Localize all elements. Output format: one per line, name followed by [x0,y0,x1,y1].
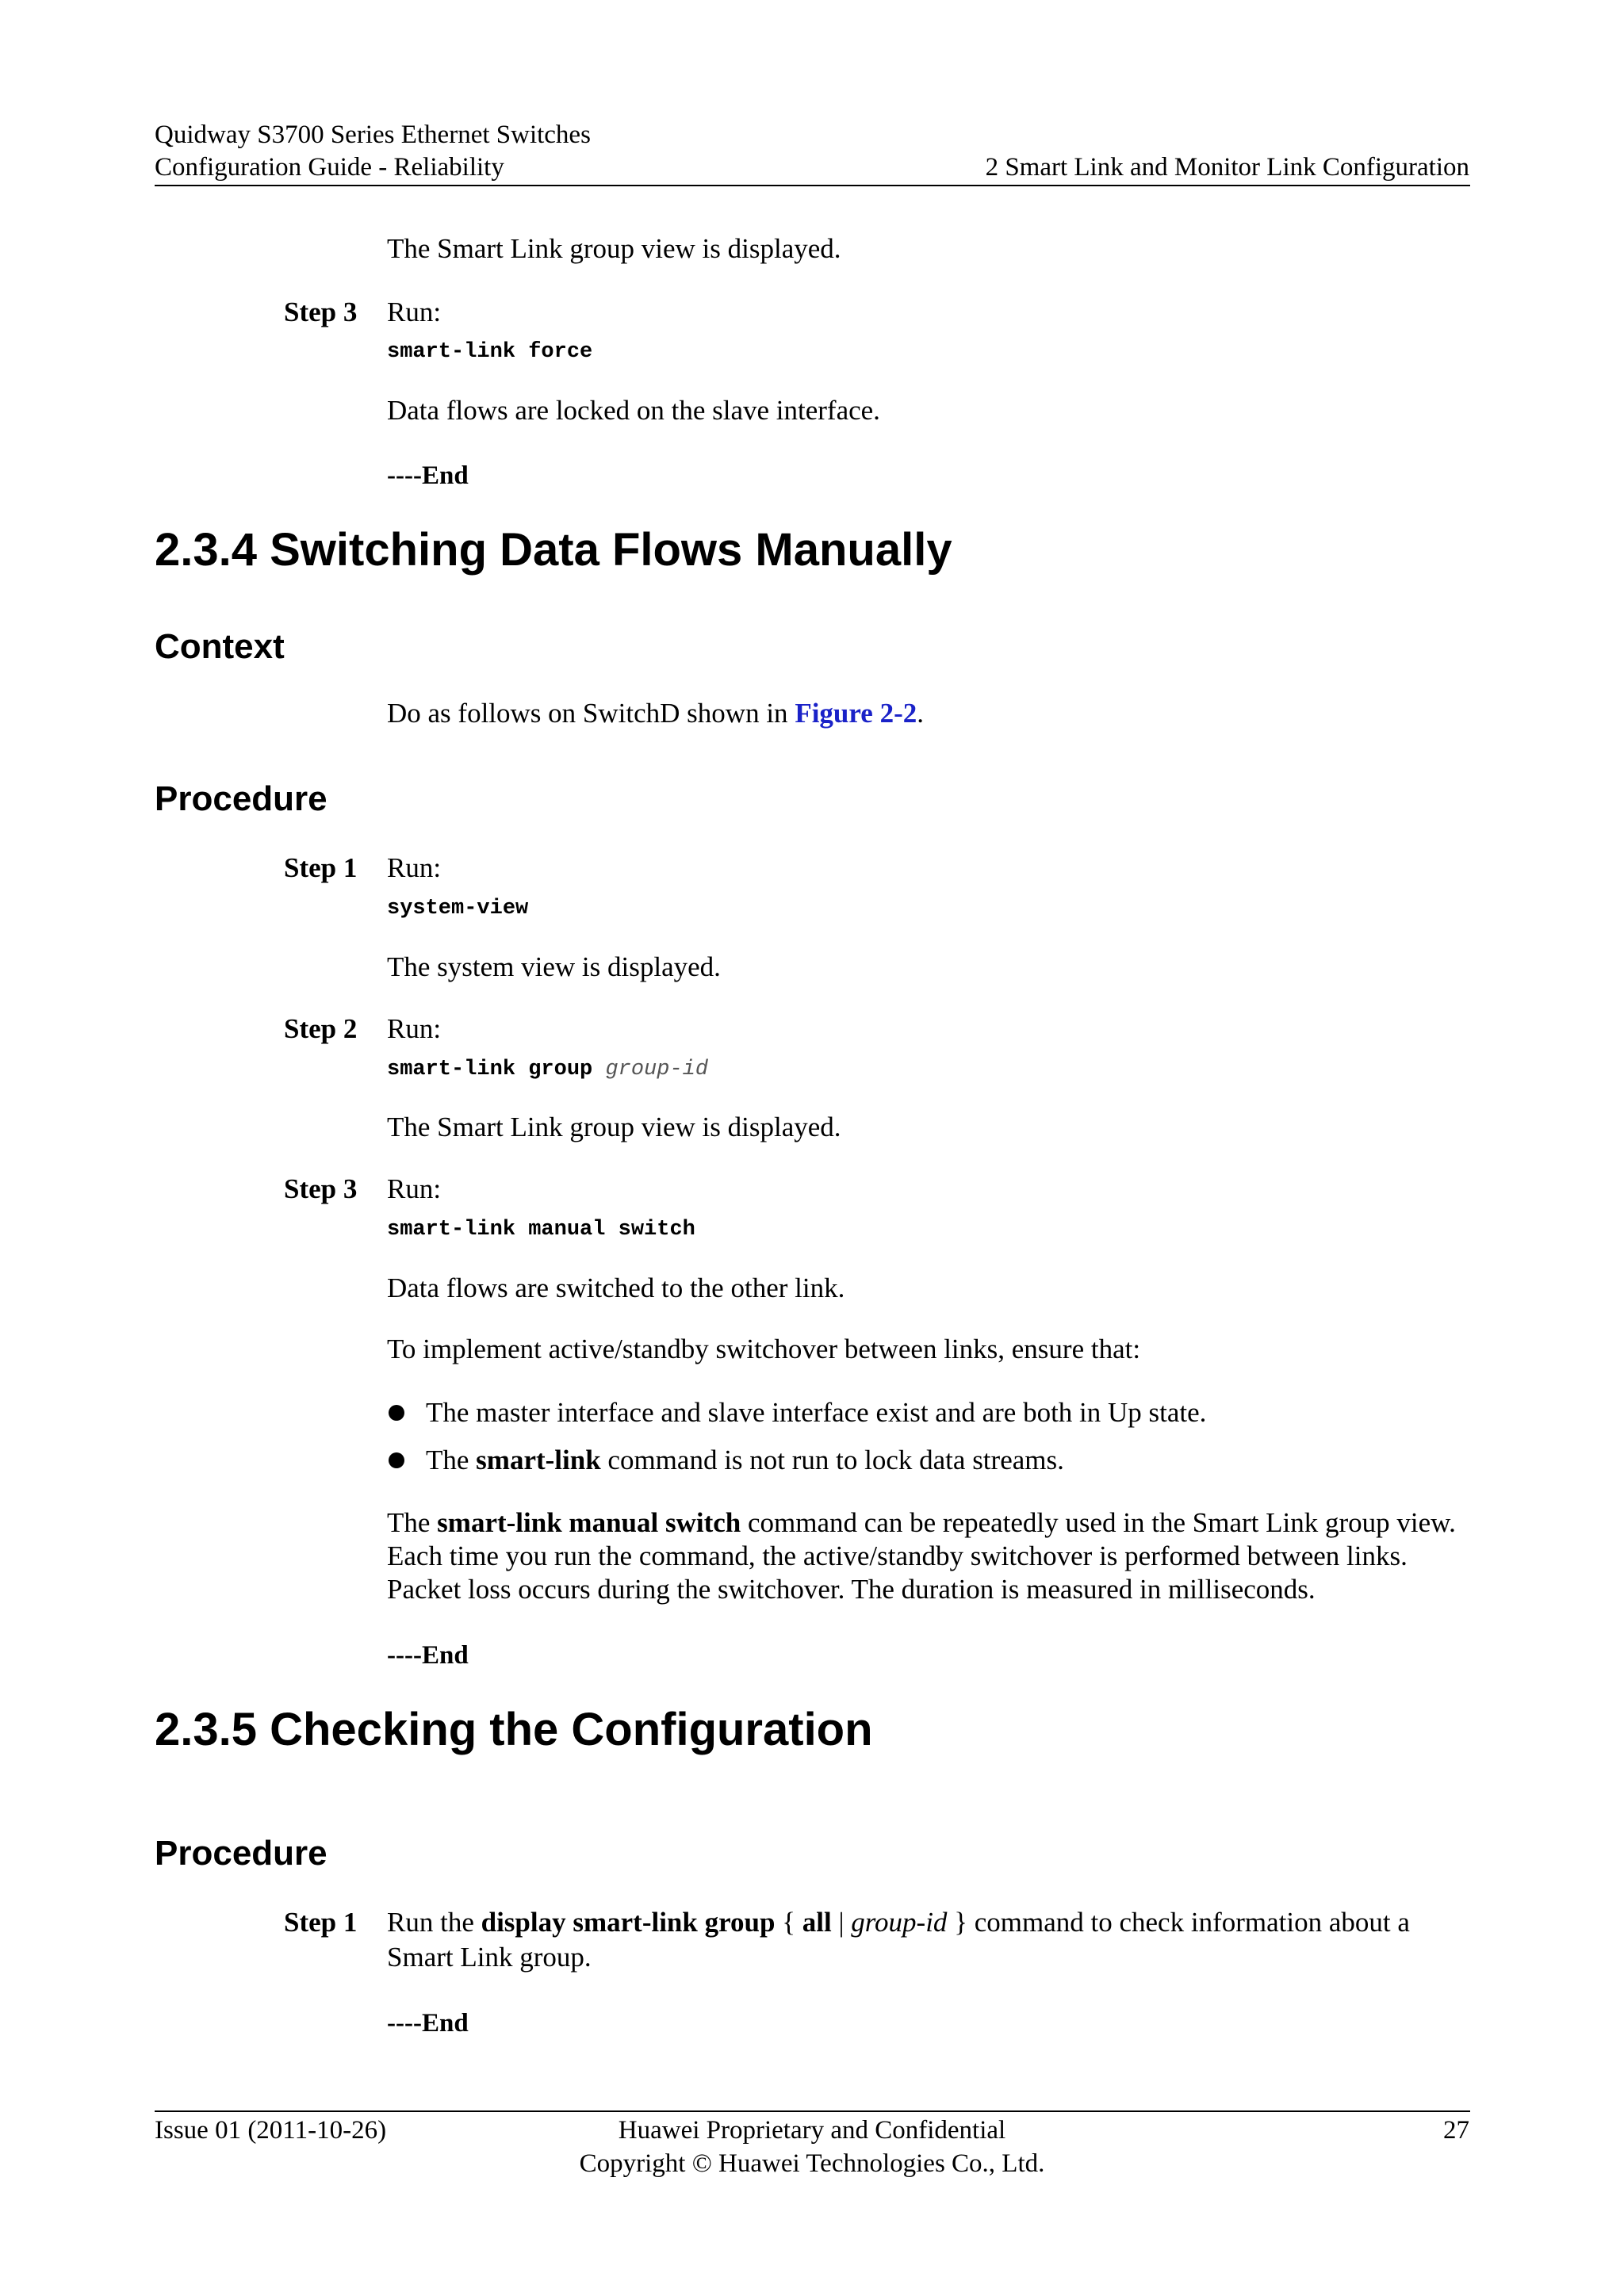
step-result-text: Data flows are locked on the slave interface. [387,395,880,426]
section-title: 2.3.5 Checking the Configuration [155,1704,873,1755]
run-label: Run: [387,1173,442,1204]
step-text: Run the display smart-link group { all | group-id } command to check information about a [387,1907,1410,1938]
step-label: Step 1 [284,1907,358,1938]
step-label: Step 3 [284,1173,358,1204]
command-text: smart-link group group-id [387,1058,709,1081]
step-label: Step 3 [284,297,358,327]
bullet-icon [389,1452,404,1468]
procedure-heading: Procedure [155,1834,327,1873]
run-label: Run: [387,297,442,327]
procedure-heading: Procedure [155,779,327,818]
list-item: The master interface and slave interface exist and are both in Up state. [426,1397,1207,1428]
paragraph-line: Each time you run the command, the active/standby switchover is performed between links. [387,1540,1408,1571]
paragraph-line: The smart-link manual switch command can be repeatedly used in the Smart Link group view. [387,1507,1456,1538]
command-text: smart-link force [387,340,593,364]
command-text: smart-link manual switch [387,1218,695,1242]
step-label: Step 2 [284,1013,358,1044]
step-result-text: The Smart Link group view is displayed. [387,1112,841,1142]
context-text: Do as follows on SwitchD shown in Figure 2-2. [387,698,924,729]
context-heading: Context [155,627,285,666]
end-marker: ----End [387,1641,469,1670]
footer-rule [155,2110,1470,2112]
end-marker: ----End [387,2009,469,2038]
run-label: Run: [387,1013,442,1044]
page-number: 27 [1443,2116,1469,2145]
step-text-continued: Smart Link group. [387,1942,592,1973]
group-view-text: The Smart Link group view is displayed. [387,233,841,264]
header-guide-title: Configuration Guide - Reliability [155,153,504,182]
header-rule [155,185,1470,186]
paragraph-line: Packet loss occurs during the switchover. The duration is measured in milliseconds. [387,1574,1316,1605]
footer-copyright: Copyright © Huawei Technologies Co., Ltd. [579,2149,1045,2178]
step-label: Step 1 [284,852,358,883]
ensure-text: To implement active/standby switchover between links, ensure that: [387,1334,1141,1364]
footer-issue: Issue 01 (2011-10-26) [155,2116,387,2145]
step-result-text: Data flows are switched to the other link. [387,1272,845,1303]
run-label: Run: [387,852,442,883]
header-product-line: Quidway S3700 Series Ethernet Switches [155,121,591,149]
figure-link[interactable]: Figure 2-2 [795,698,917,729]
footer-confidential: Huawei Proprietary and Confidential [618,2116,1006,2145]
section-title: 2.3.4 Switching Data Flows Manually [155,524,952,576]
step-result-text: The system view is displayed. [387,951,721,982]
command-text: system-view [387,897,529,920]
bullet-icon [389,1405,404,1421]
list-item: The smart-link command is not run to lock data streams. [426,1445,1064,1475]
end-marker: ----End [387,461,469,490]
header-chapter-title: 2 Smart Link and Monitor Link Configuration [985,153,1469,182]
command-argument: group-id [605,1058,709,1081]
